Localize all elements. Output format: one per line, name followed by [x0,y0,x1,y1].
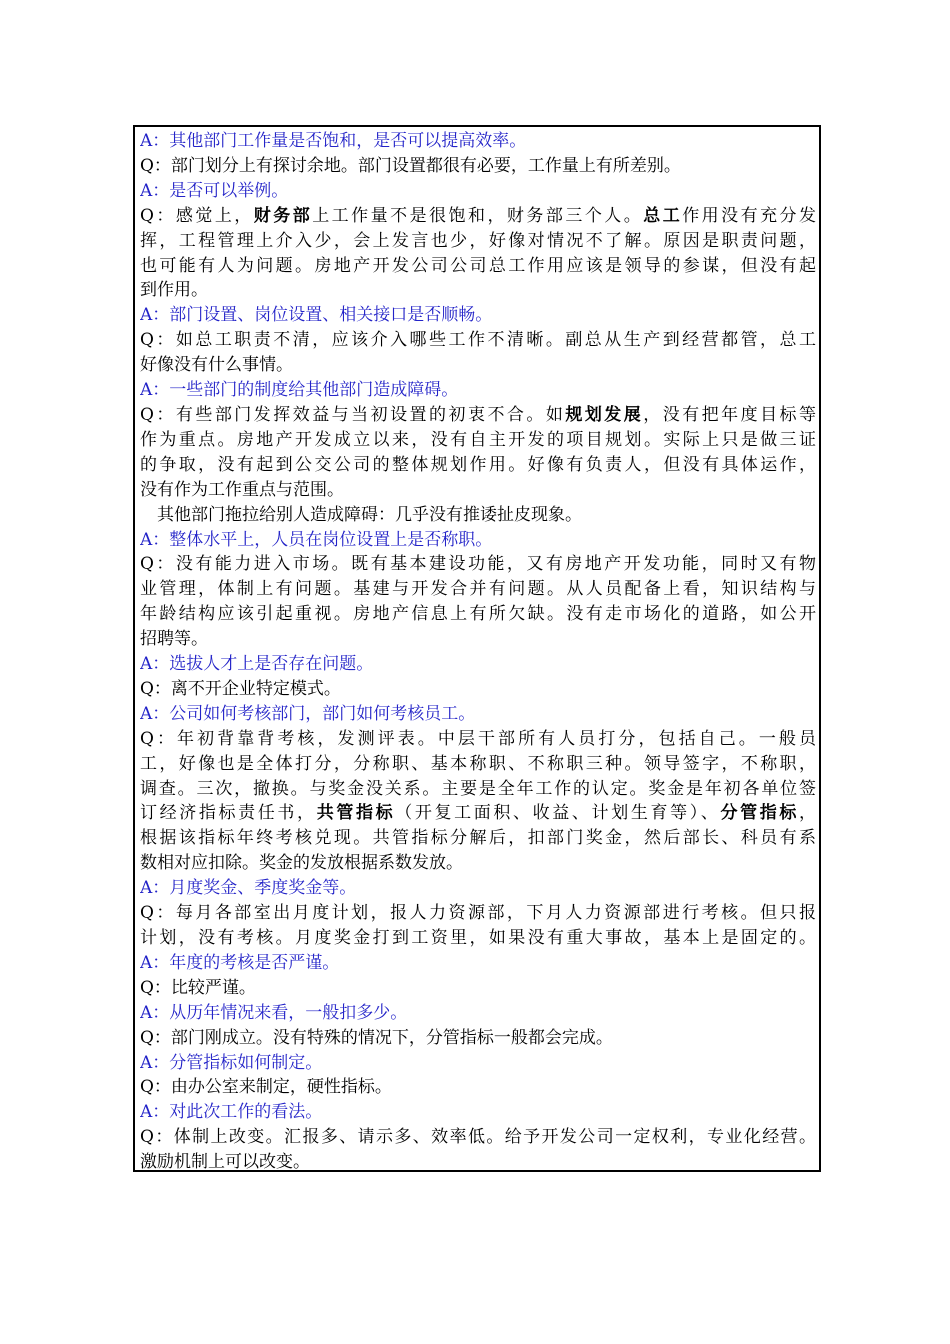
answer-line: A：对此次工作的看法。 [140,1102,323,1123]
answer-line: A：一些部门的制度给其他部门造成障碍。 [140,380,459,401]
answer-line: A：公司如何考核部门，部门如何考核员工。 [140,703,476,724]
answer-line: A：整体水平上，人员在岗位设置上是否称职。 [140,529,493,550]
text-line: 的争取，没有起到公交公司的整体规划作用。好像有负责人，但没有具体运作， [140,454,816,475]
bold-term: 总工 [643,205,683,226]
text-line: 计划，没有考核。月度奖金打到工资里，如果没有重大事故，基本上是固定的。 [140,928,816,948]
question-line: Q：离不开企业特定模式。 [140,678,341,699]
text-line: 工，好像也是全体打分，分称职、基本称职、不称职三种。领导签字，不称职， [140,753,816,774]
text-line: 数相对应扣除。奖金的发放根据系数发放。 [140,853,463,874]
answer-line: A：从历年情况来看，一般扣多少。 [140,1002,408,1023]
bold-term: 规划发展 [565,404,644,425]
text-line: 招聘等。 [140,629,208,650]
text-line: 年龄结构应该引起重视。房地产信息上有所欠缺。没有走市场化的道路，如公开 [140,604,816,625]
answer-line: A：选拔人才上是否存在问题。 [140,654,374,675]
text-line: 到作用。 [140,280,208,301]
answer-line: A：分管指标如何制定。 [140,1052,323,1073]
answer-line: A：月度奖金、季度奖金等。 [140,878,357,899]
interview-notes-box [133,125,821,1172]
question-line: Q：年初背靠背考核，发测评表。中层干部所有人员打分，包括自己。一般员 [140,728,816,749]
answer-line: A：年度的考核是否严谨。 [140,952,340,973]
question-line: Q：部门划分上有探讨余地。部门设置都很有必要，工作量上有所差别。 [140,155,681,176]
question-line: Q：体制上改变。汇报多、请示多、效率低。给予开发公司一定权利，专业化经营。 [140,1127,816,1148]
question-line: Q：没有能力进入市场。既有基本建设功能，又有房地产开发功能，同时又有物 [140,554,816,575]
text-line: 也可能有人为问题。房地产开发公司公司总工作用应该是领导的参谋，但没有起 [140,255,816,276]
text-line: 好像没有什么事情。 [140,355,293,376]
bold-term: 财务部 [253,205,313,226]
bold-term: 分管指标 [720,803,800,824]
question-line: Q：每月各部室出月度计划，报人力资源部，下月人力资源部进行考核。但只报 [140,903,816,924]
text-line: 其他部门拖拉给别人造成障碍：几乎没有推诿扯皮现象。 [157,504,582,525]
answer-line: A：其他部门工作量是否饱和，是否可以提高效率。 [140,131,527,151]
text-line: 订经济指标责任书，共管指标（开复工面积、收益、计划生育等）、分管指标， [140,803,816,824]
text-line: 业管理，体制上有问题。基建与开发合并有问题。从人员配备上看，知识结构与 [140,579,816,600]
text-line: 激励机制上可以改变。 [140,1152,310,1173]
text-line: 挥，工程管理上介入少，会上发言也少，好像对情况不了解。原因是职责问题， [140,230,816,251]
question-line: Q：部门刚成立。没有特殊的情况下，分管指标一般都会完成。 [140,1027,613,1048]
text-line: 根据该指标年终考核兑现。共管指标分解后，扣部门奖金，然后部长、科员有系 [140,828,816,849]
question-line: Q：感觉上，财务部上工作量不是很饱和，财务部三个人。总工作用没有充分发 [140,205,816,226]
text-line: 没有作为工作重点与范围。 [140,479,344,500]
question-line: Q：比较严谨。 [140,977,256,998]
bold-term: 共管指标 [316,803,396,824]
question-line: Q：如总工职责不清，应该介入哪些工作不清晰。副总从生产到经营都管，总工 [140,330,816,351]
question-line: Q：由办公室来制定，硬性指标。 [140,1077,392,1098]
text-line: 调查。三次，撤换。与奖金没关系。主要是全年工作的认定。奖金是年初各单位签 [140,778,816,799]
answer-line: A：部门设置、岗位设置、相关接口是否顺畅。 [140,305,493,326]
text-line: 作为重点。房地产开发成立以来，没有自主开发的项目规划。实际上只是做三证 [140,429,816,450]
question-line: Q：有些部门发挥效益与当初设置的初衷不合。如规划发展，没有把年度目标等 [140,404,816,425]
answer-line: A：是否可以举例。 [140,180,289,201]
